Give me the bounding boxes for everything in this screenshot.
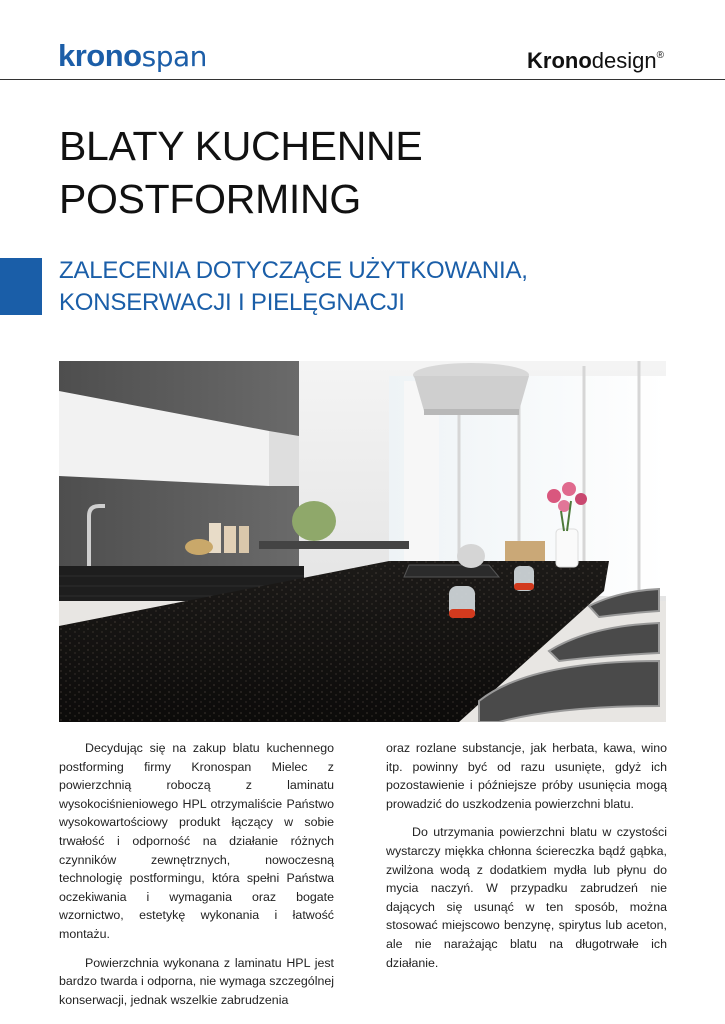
page-header — [0, 0, 725, 80]
subtitle-line-2: KONSERWACJI I PIELĘGNACJI — [59, 289, 405, 316]
title-line-1: BLATY KUCHENNE — [59, 123, 423, 169]
paragraph: Decydując się na zakup blatu kuchennego postforming firmy Kronospan Mielec z powierzchnią roboczą z laminatu wysokociśnieniowego HPL otrzymaliście Państwo wysokowartościowy produkt łączący w sobie trwałość i odporność na działanie różnych czynników zewnętrznych, nowoczesną technologię postformingu, która spełni Państwa oczekiwania i wymagania oraz bogate wzornictwo, estetykę wykonania i łatwość montażu. — [59, 741, 334, 941]
kronospan-logo — [58, 40, 207, 73]
kronodesign-brand — [527, 43, 664, 74]
kitchen-photo — [59, 361, 666, 722]
header-divider — [0, 79, 725, 80]
logo-bold-part: krono — [58, 38, 142, 73]
body-column-left — [59, 739, 334, 1019]
brand-light-part: design — [591, 48, 657, 73]
document-title — [59, 120, 422, 226]
subtitle-line-1: ZALECENIA DOTYCZĄCE UŻYTKOWANIA, — [59, 257, 528, 284]
logo-thin-part: span — [141, 40, 207, 73]
paragraph: Do utrzymania powierzchni blatu w czystości wystarczy miękka chłonna ściereczka bądź gąbka, zwilżona wodą z dodatkiem mydła lub płynu do mycia naczyń. W przypadku zabrudzeń nie dających się usunąć w ten sposób, można stosować miejscowo benzynę, spirytus lub aceton, ale nie narażając blatu na długotrwałe ich działanie. — [386, 825, 667, 970]
registered-mark: ® — [656, 50, 664, 61]
title-line-2: POSTFORMING — [59, 176, 361, 222]
paragraph: oraz rozlane substancje, jak herbata, kawa, wino itp. powinny być od razu usunięte, gdyż ich pozostawienie i późniejsze próby usunięcia mogą prowadzić do uszkodzenia powierzchni blatu. — [386, 741, 667, 811]
accent-bar — [0, 258, 42, 315]
brand-bold-part: Krono — [527, 48, 592, 73]
document-subtitle — [59, 255, 528, 319]
body-column-right — [386, 739, 667, 982]
paragraph: Powierzchnia wykonana z laminatu HPL jest bardzo twarda i odporna, nie wymaga szczególnej konserwacji, jednak wszelkie zabrudzenia — [59, 955, 334, 1007]
